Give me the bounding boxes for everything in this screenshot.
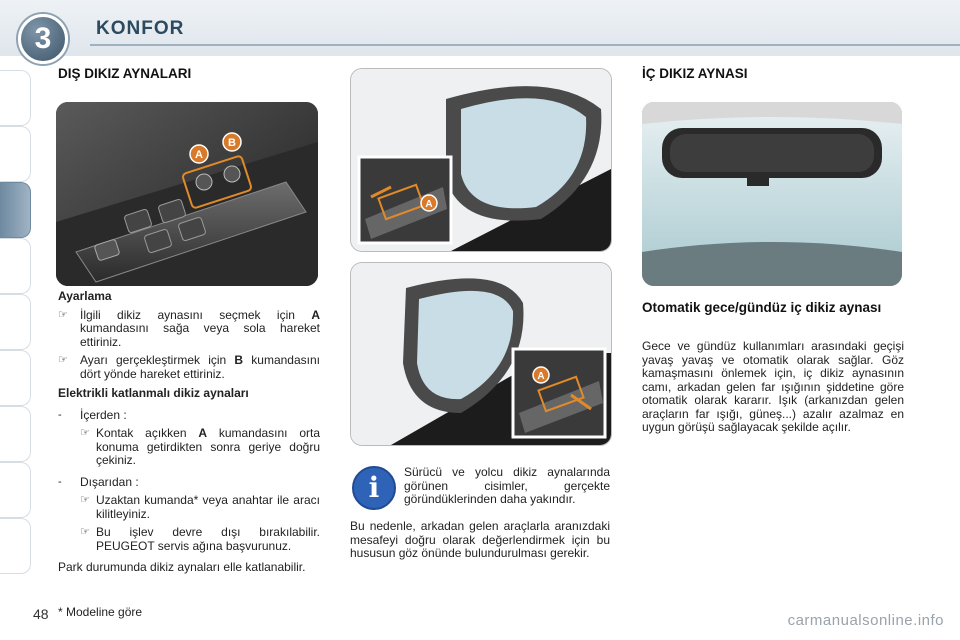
list-item: - İçerden : [58,407,127,422]
interior-mirror-photo [642,102,902,286]
label-a: A [195,149,203,161]
label-b: B [228,137,236,149]
bullet2-text-a: Ayarı gerçekleştirmek için [80,353,227,367]
outside-item-2: Bu işlev devre dışı bırakılabilir. PEUGEOT servis ağına başvurunuz. [96,525,320,553]
auto-mirror-text: Gece ve gündüz kullanımları arasındaki geçişi yavaş yavaş ve otomatik olarak sağlar. Göz kamaşmasını önlemek için, iç dikiz aynasının camı, arkadan gelen far ışığının şiddetine göre otomatik olarak kararır. Işık (arkanızdan gelen araçların far ışığı, güneş...) azalır azalmaz en uygun görüşü sağlayacak şekilde açılır. [642,339,904,434]
chapter-title: KONFOR [96,18,185,39]
parking-text: Park durumunda dikiz aynaları elle katlanabilir. [58,560,306,574]
list-item [58,354,320,381]
folding-heading: Elektrikli katlanmalı dikiz aynaları [58,386,249,400]
list-item [80,526,320,553]
outside-mirror-photo-1 [350,68,612,252]
adjust-section [58,290,320,575]
info-text-a: Sürücü ve yolcu dikiz aynalarında görünen cisimler, gerçekte göründüklerinden daha yakındır. [404,465,610,506]
chapter-tab[interactable] [0,518,31,574]
list-item [58,309,320,350]
pointing-hand-icon: ☞ [58,354,68,366]
door-switch-photo [56,102,318,286]
pointing-hand-icon: ☞ [80,526,90,538]
chapter-tab[interactable] [0,70,31,126]
auto-mirror-heading: Otomatik gece/gündüz iç dikiz aynası [642,300,882,315]
watermark: carmanualsonline.info [787,612,944,629]
label-a: A [425,199,433,210]
chapter-tab[interactable] [0,294,31,350]
label-a: A [537,371,545,382]
adjust-heading: Ayarlama [58,289,112,303]
section-title-inner-mirror: İÇ DIKIZ AYNASI [642,66,748,81]
chapter-tab[interactable] [0,350,31,406]
header-rule [90,44,960,46]
pointing-hand-icon: ☞ [58,308,68,321]
inside-key: A [198,426,207,440]
list-item: - Dışarıdan : [58,474,139,489]
chapter-tab[interactable] [0,462,31,518]
list-item [80,427,320,468]
info-icon: i [352,466,396,510]
bullet1-text-a: İlgili dikiz aynasını seçmek için [80,307,295,322]
outside-item-1: Uzaktan kumanda* veya anahtar ile aracı kilitleyiniz. [96,493,320,521]
chapter-tab[interactable] [0,126,31,182]
pointing-hand-icon: ☞ [80,494,90,506]
outside-mirror-photo-2 [350,262,612,446]
footnote: * Modeline göre [58,605,143,619]
bullet1-text-b: kumandasını sağa veya sola hareket ettiriniz. [80,321,320,349]
outside-label: Dışarıdan : [80,474,139,489]
info-text-b: Bu nedenle, arkadan gelen araçlarla aranızdaki mesafeyi doğru olarak değerlendirmek için bu hususun göz önünde bulundurulması gerekir. [350,519,610,560]
inside-label: İçerden : [80,407,127,422]
bullet2-key: B [234,353,244,367]
bullet1-key: A [311,307,320,322]
pointing-hand-icon: ☞ [80,427,90,439]
section-title-outer-mirrors: DIŞ DIKIZ AYNALARI [58,66,192,81]
bullet2-text-b: kumandasını dört yönde hareket ettiriniz. [80,353,320,381]
list-item [80,494,320,521]
chapter-tab-active[interactable] [0,182,31,238]
inside-text-b: kumandasını orta konuma getirdikten sonra geriye doğru çekiniz. [96,426,320,467]
inside-text-a: Kontak açıkken [96,426,187,440]
chapter-number: 3 [18,14,68,64]
page-number: 48 [33,606,49,622]
chapter-tab[interactable] [0,406,31,462]
chapter-tab[interactable] [0,238,31,294]
